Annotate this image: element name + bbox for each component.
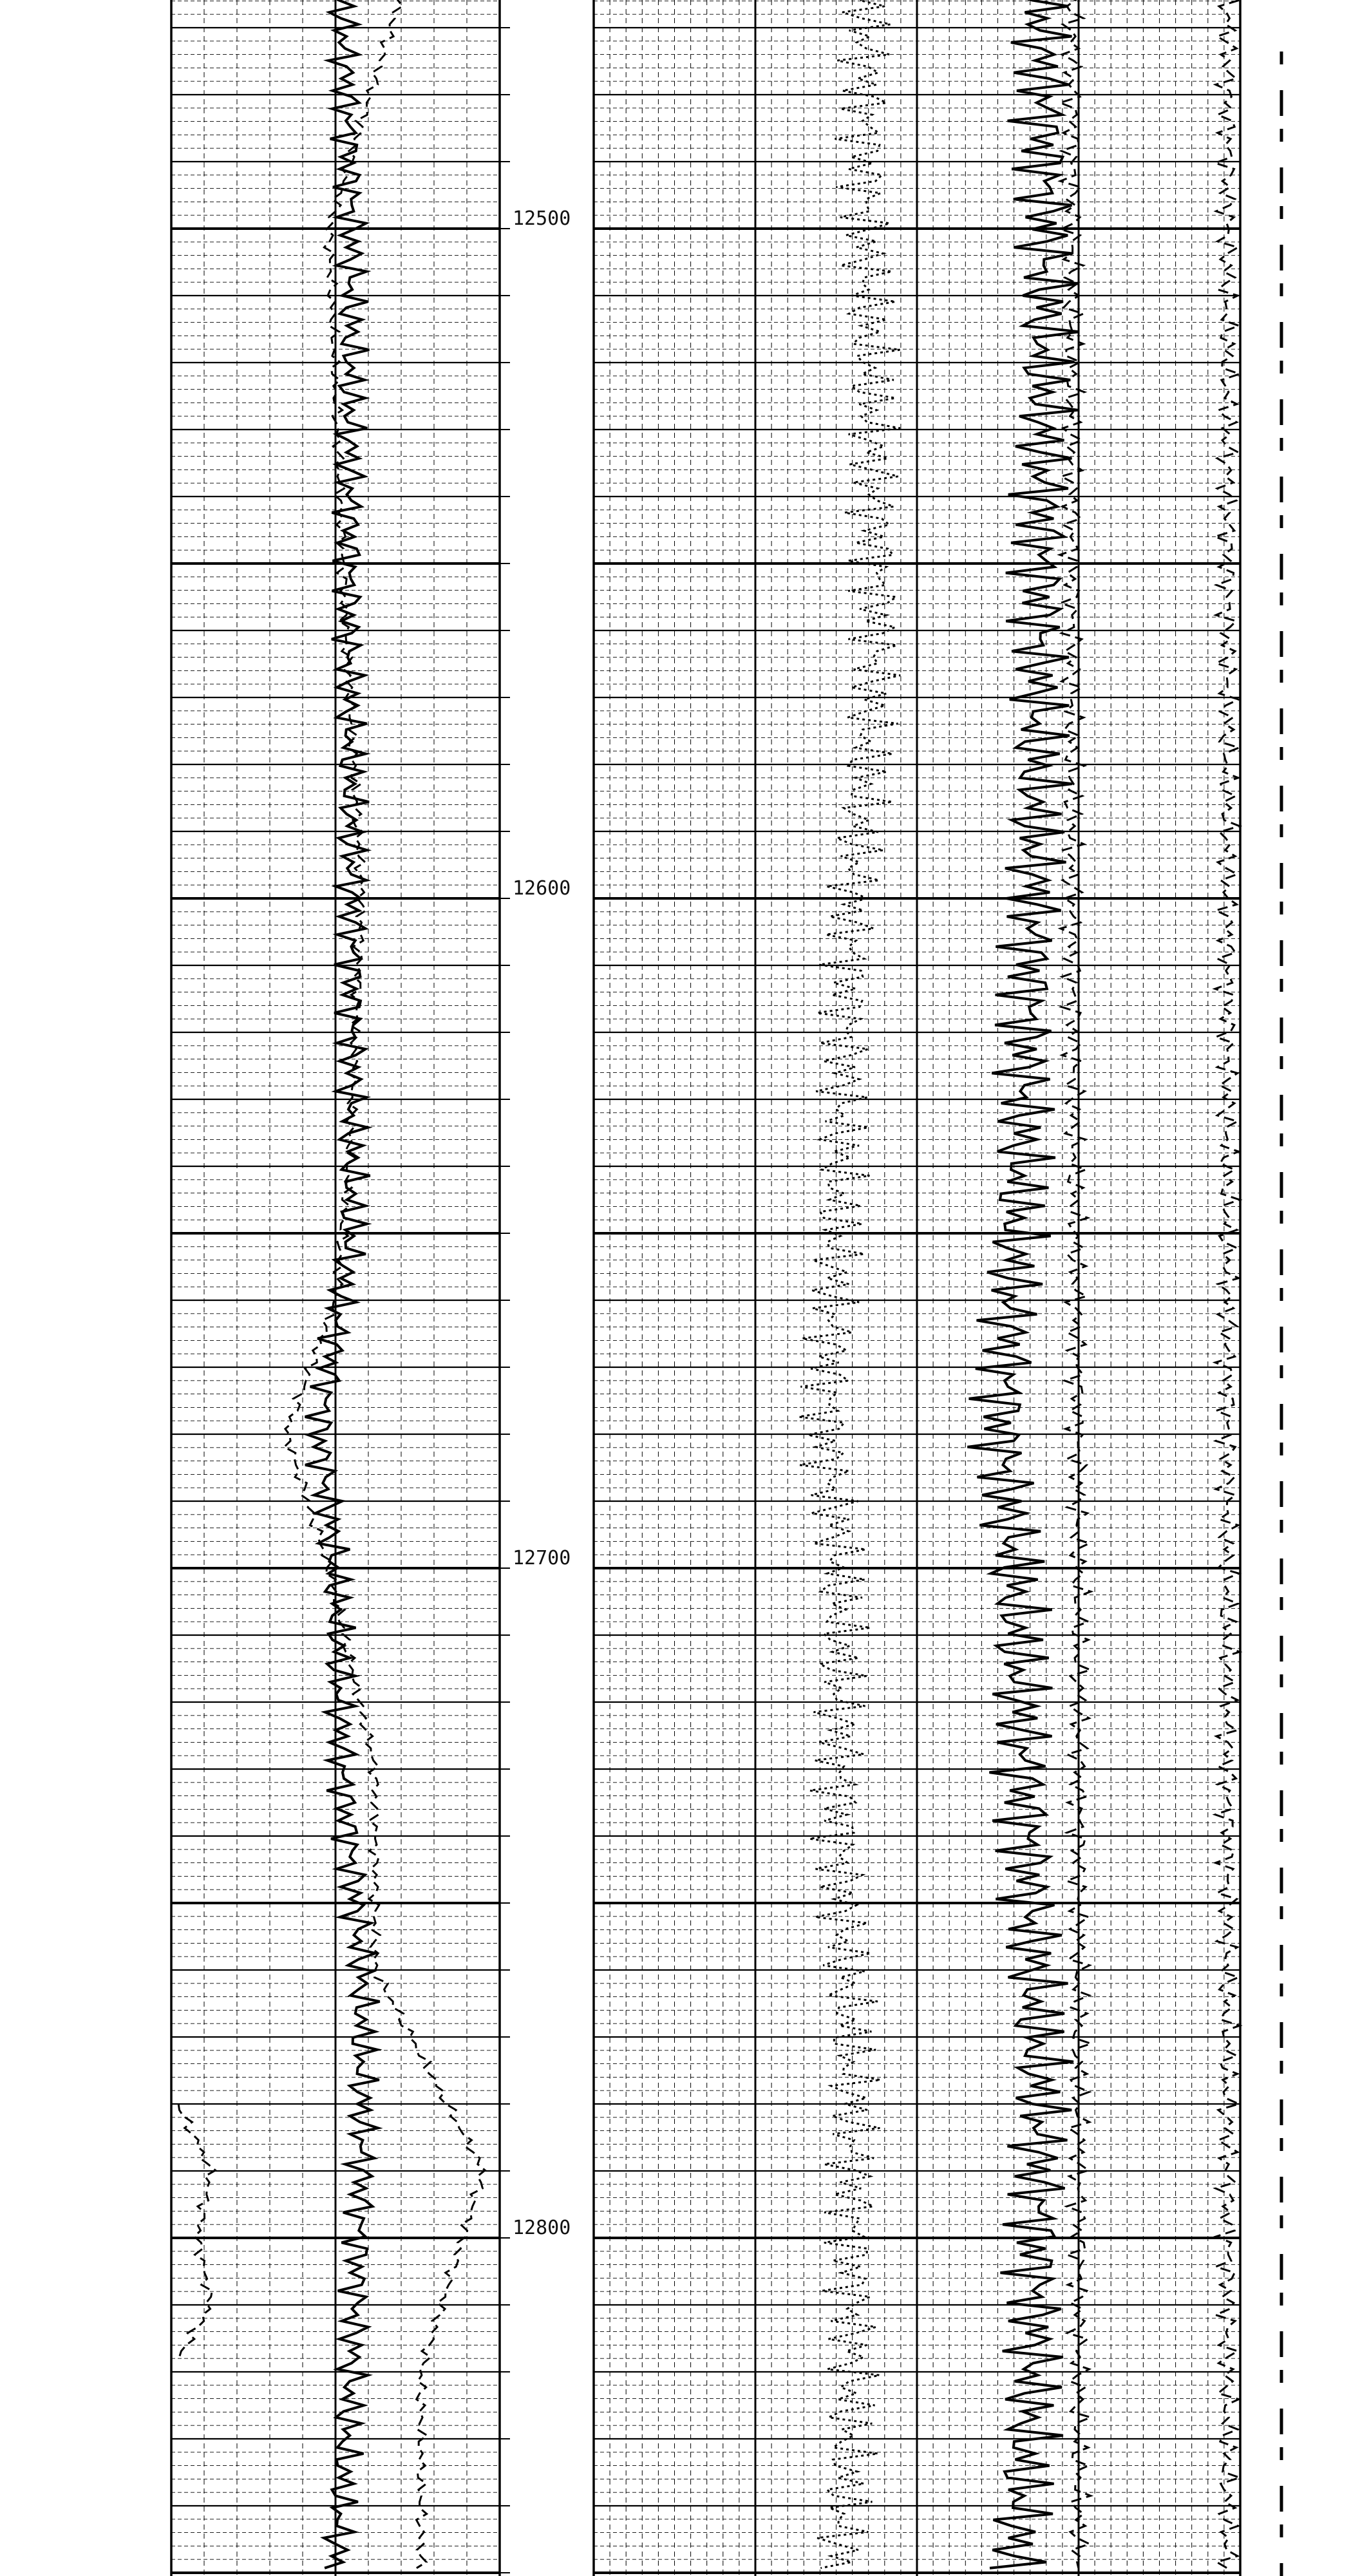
track1-curve-dashed (284, 0, 485, 2568)
depth-label-12500: 12500 (513, 207, 571, 230)
track2-curve-dotted (799, 0, 901, 2568)
track1-curve-dashed (178, 2104, 215, 2357)
track2-grid (594, 0, 1240, 2576)
depth-label-12800: 12800 (513, 2217, 571, 2239)
depth-label-12600: 12600 (513, 877, 571, 900)
depth-label-12700: 12700 (513, 1547, 571, 1569)
grid-layer (171, 0, 1240, 2576)
curve-layer (178, 0, 1240, 2568)
depth-label-layer (500, 28, 571, 2573)
track2-curve-dashed (1215, 0, 1240, 2568)
track2-curve-dashed (1060, 0, 1091, 2568)
